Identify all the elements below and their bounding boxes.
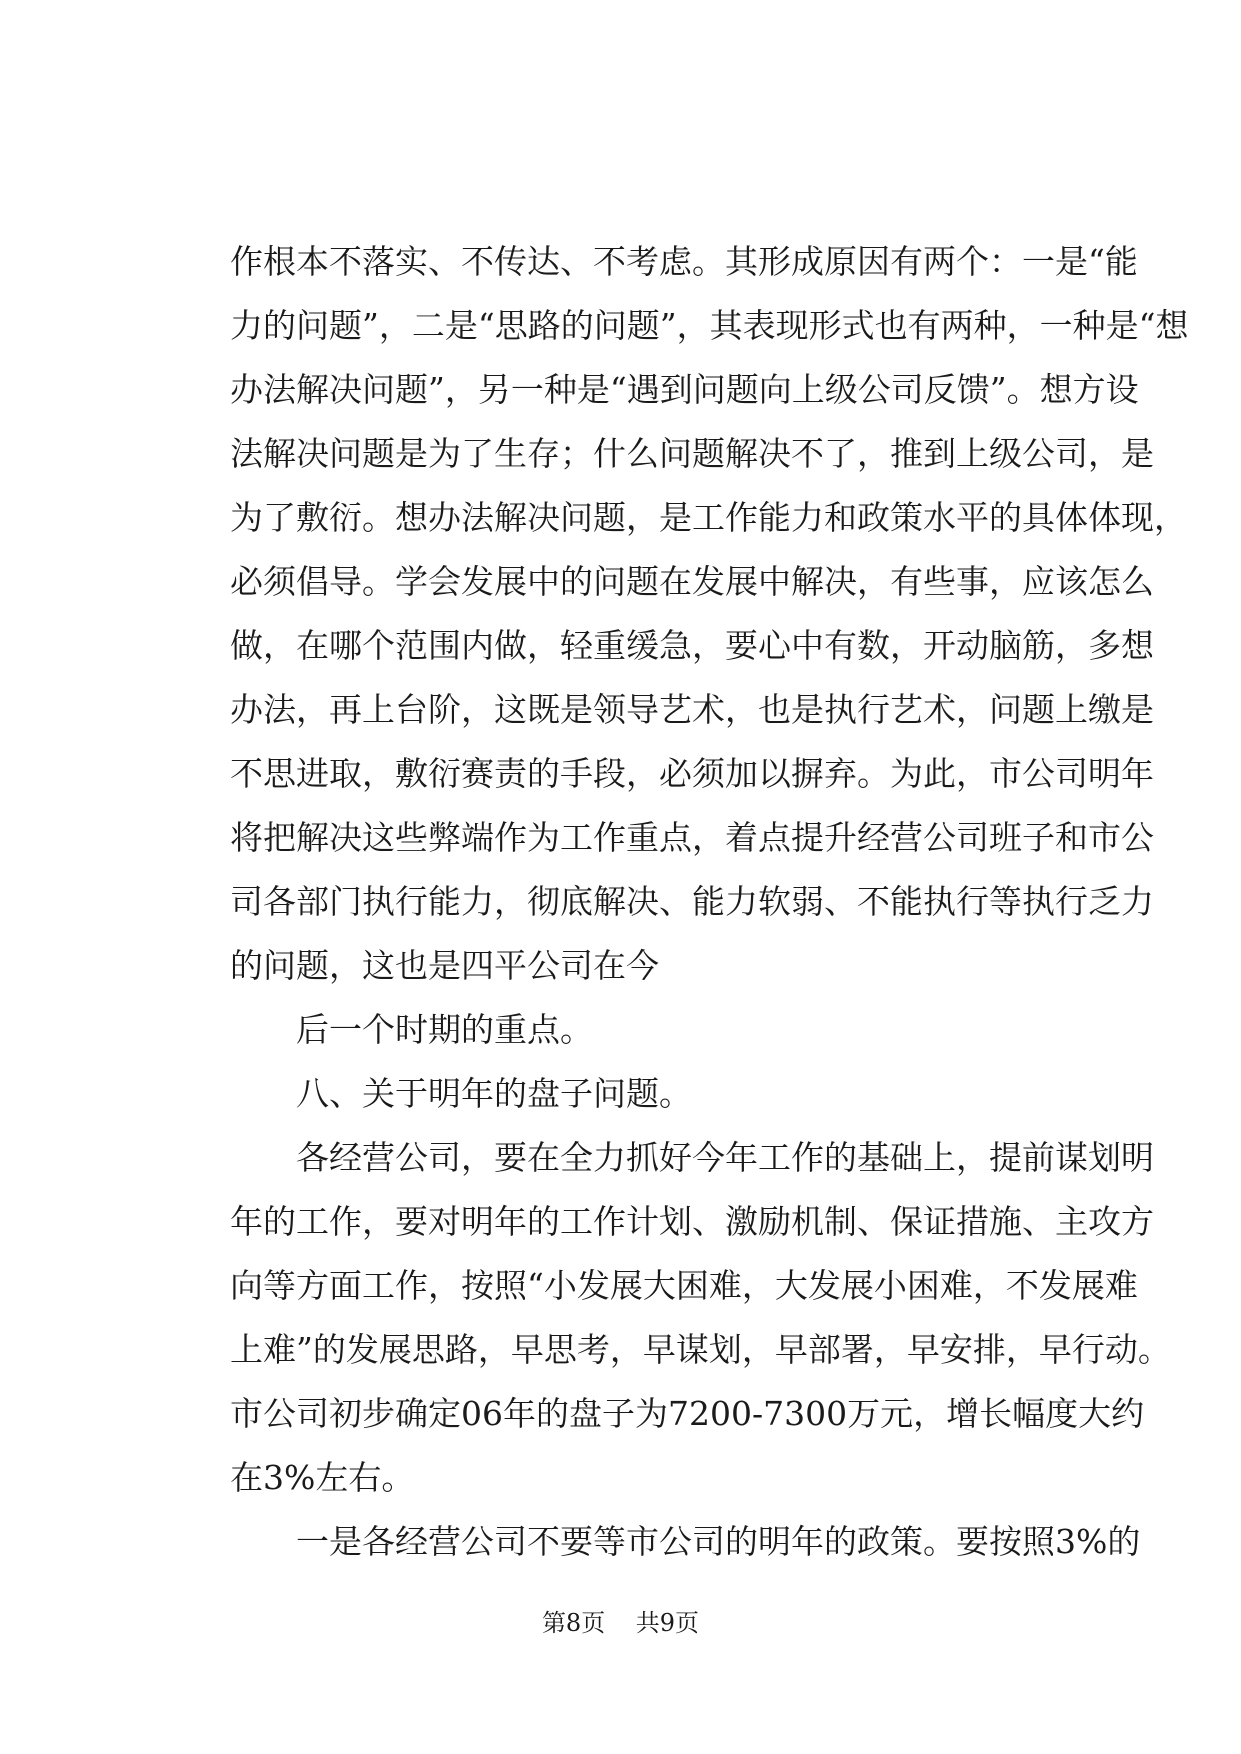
text-line: 上难”的发展思路，早思考，早谋划，早部署，早安排，早行动。 (230, 1330, 1171, 1369)
text-line: 向等方面工作，按照“小发展大困难，大发展小困难，不发展难 (230, 1266, 1138, 1305)
text-line: 办法解决问题”，另一种是“遇到问题向上级公司反馈”。想方设 (230, 370, 1139, 409)
text-line: 办法，再上台阶，这既是领导艺术，也是执行艺术，问题上缴是 (230, 690, 1154, 729)
text-line: 作根本不落实、不传达、不考虑。其形成原因有两个：一是“能 (230, 242, 1138, 281)
text-line: 司各部门执行能力，彻底解决、能力软弱、不能执行等执行乏力 (230, 882, 1154, 921)
text-line: 为了敷衍。想办法解决问题，是工作能力和政策水平的具体体现， (230, 498, 1187, 537)
text-line: 各经营公司，要在全力抓好今年工作的基础上，提前谋划明 (296, 1138, 1154, 1177)
text-line: 力的问题”，二是“思路的问题”，其表现形式也有两种，一种是“想 (230, 306, 1189, 345)
text-line: 的问题，这也是四平公司在今 (230, 946, 659, 985)
text-line: 法解决问题是为了生存；什么问题解决不了，推到上级公司，是 (230, 434, 1154, 473)
body-text (230, 230, 1189, 1574)
text-line: 必须倡导。学会发展中的问题在发展中解决，有些事，应该怎么 (230, 562, 1154, 601)
text-line: 将把解决这些弊端作为工作重点，着点提升经营公司班子和市公 (230, 818, 1154, 857)
text-line: 在3%左右。 (230, 1458, 415, 1497)
page-footer (0, 1608, 1241, 1638)
section-heading: 八、关于明年的盘子问题。 (296, 1074, 692, 1113)
text-line: 后一个时期的重点。 (296, 1010, 593, 1049)
text-line: 不思进取，敷衍赛责的手段，必须加以摒弃。为此，市公司明年 (230, 754, 1154, 793)
text-line: 市公司初步确定06年的盘子为7200-7300万元，增长幅度大约 (230, 1394, 1145, 1433)
page-number: 第8页 (541, 1609, 606, 1637)
text-line: 做，在哪个范围内做，轻重缓急，要心中有数，开动脑筋，多想 (230, 626, 1154, 665)
text-line: 一是各经营公司不要等市公司的明年的政策。要按照3%的 (296, 1522, 1141, 1561)
text-line: 年的工作，要对明年的工作计划、激励机制、保证措施、主攻方 (230, 1202, 1154, 1241)
page-total: 共9页 (635, 1609, 700, 1637)
